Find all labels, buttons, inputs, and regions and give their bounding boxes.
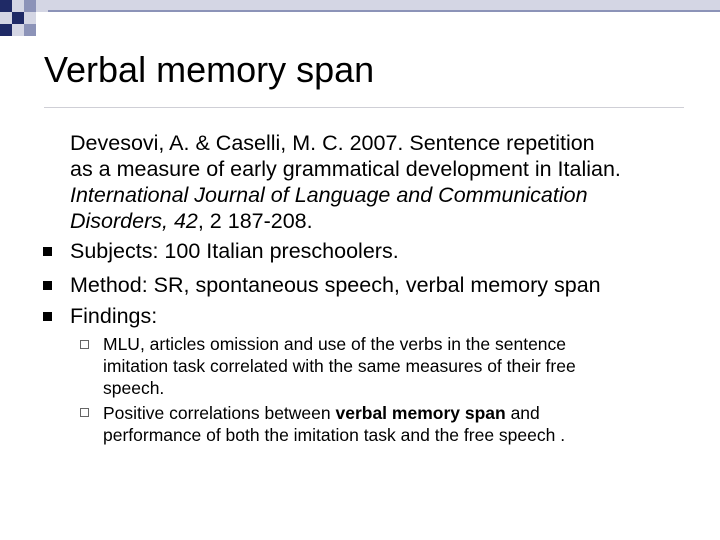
slide-title: Verbal memory span [44, 49, 375, 90]
bullet-subjects: Subjects: 100 Italian preschoolers. [70, 239, 399, 263]
decor-block [0, 0, 12, 12]
title-divider [44, 107, 684, 108]
finding-2-text-start: Positive correlations between [103, 403, 336, 423]
sub-bullet-box [80, 408, 89, 417]
reference-pages: , 2 187-208. [197, 209, 313, 233]
bullet-square [43, 312, 52, 321]
finding-2-emphasis: verbal memory span [335, 403, 506, 423]
journal-volume: Disorders, 42 [70, 209, 198, 233]
decor-block [12, 12, 24, 24]
decor-strip [48, 0, 720, 10]
decor-block [24, 24, 36, 36]
bullet-square [43, 247, 52, 256]
decor-block [0, 12, 12, 24]
reference-line-1: Devesovi, A. & Caselli, M. C. 2007. Sentence repetition [70, 131, 595, 155]
bullet-method: Method: SR, spontaneous speech, verbal memory span [70, 273, 601, 297]
reference-line-4 [70, 208, 690, 234]
finding-2-line-1 [103, 402, 663, 424]
decor-block [0, 24, 12, 36]
decor-block [36, 0, 48, 12]
finding-2-text-end: and [505, 403, 540, 423]
decor-block [24, 12, 36, 24]
sub-bullet-box [80, 340, 89, 349]
reference-line-3 [70, 182, 690, 208]
decor-block [12, 0, 24, 12]
decor-block [24, 0, 36, 12]
corner-decoration [0, 0, 720, 40]
bullet-findings: Findings: [70, 304, 158, 328]
bullet-square [43, 281, 52, 290]
journal-name: International Journal of Language and Communication [70, 183, 588, 207]
finding-1-line-1: MLU, articles omission and use of the verbs in the sentence [103, 334, 567, 354]
reference-line-2: as a measure of early grammatical development in Italian. [70, 157, 621, 181]
finding-1-line-2: imitation task correlated with the same measures of their free [103, 356, 576, 376]
finding-2-line-2: performance of both the imitation task and the free speech . [103, 425, 566, 445]
decor-block [12, 24, 24, 36]
decor-strip-line [48, 10, 720, 12]
finding-1-line-3: speech. [103, 378, 165, 398]
